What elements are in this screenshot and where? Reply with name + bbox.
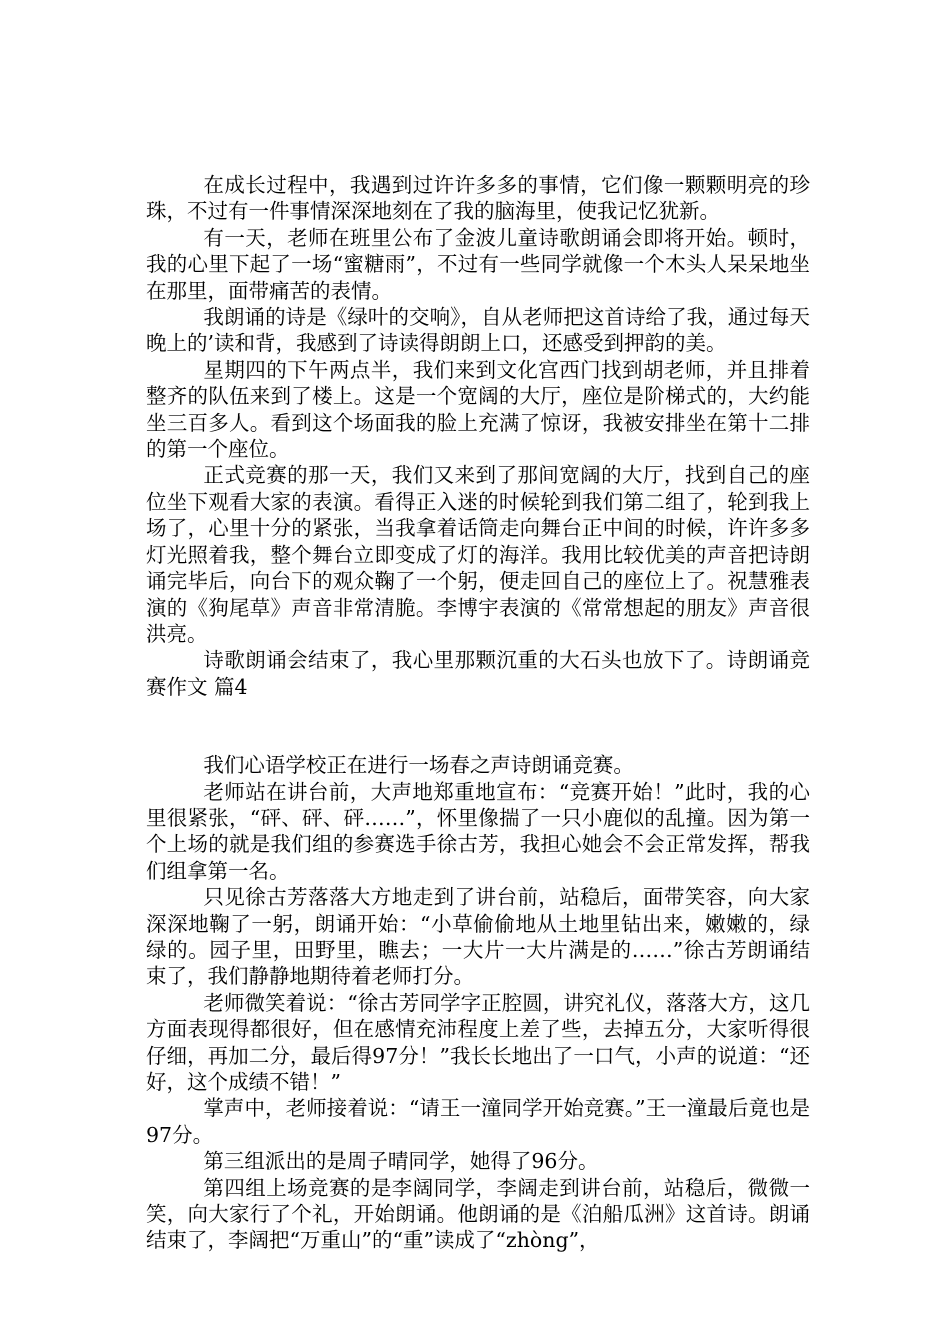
section-gap — [146, 700, 810, 752]
paragraph: 星期四的下午两点半，我们来到文化宫西门找到胡老师，并且排着整齐的队伍来到了楼上。这是一个宽阔的大厅，座位是阶梯式的，大约能坐三百多人。看到这个场面我的脸上充满了惊讶，我被安排坐在第十二排的第一个座位。 — [146, 357, 810, 462]
paragraph: 正式竞赛的那一天，我们又来到了那间宽阔的大厅，找到自己的座位坐下观看大家的表演。看得正入迷的时候轮到我们第二组了，轮到我上场了，心里十分的紧张，当我拿着话筒走向舞台正中间的时候，许许多多灯光照着我，整个舞台立即变成了灯的海洋。我用比较优美的声音把诗朗诵完毕后，向台下的观众鞠了一个躬，便走回自己的座位上了。祝慧雅表演的《狗尾草》声音非常清脆。李博宇表演的《常常想起的朋友》声音很洪亮。 — [146, 463, 810, 646]
document-body — [146, 172, 810, 1254]
paragraph: 老师站在讲台前，大声地郑重地宣布：“竞赛开始！”此时，我的心里很紧张，“砰、砰、砰……”，怀里像揣了一只小鹿似的乱撞。因为第一个上场的就是我们组的参赛选手徐古芳，我担心她会不会正常发挥，帮我们组拿第一名。 — [146, 779, 810, 883]
paragraph: 我朗诵的诗是《绿叶的交响》，自从老师把这首诗给了我，通过每天晚上的’读和背，我感到了诗读得朗朗上口，还感受到押韵的美。 — [146, 305, 810, 356]
paragraph: 有一天，老师在班里公布了金波儿童诗歌朗诵会即将开始。顿时，我的心里下起了一场“蜜糖雨”，不过有一些同学就像一个木头人呆呆地坐在那里，面带痛苦的表情。 — [146, 225, 810, 303]
paragraph-with-heading: 诗歌朗诵会结束了，我心里那颗沉重的大石头也放下了。诗朗诵竞赛作文 篇4 — [146, 648, 810, 699]
paragraph: 掌声中，老师接着说：“请王一潼同学开始竞赛。”王一潼最后竟也是97分。 — [146, 1096, 810, 1147]
paragraph: 老师微笑着说：“徐古芳同学字正腔圆，讲究礼仪，落落大方，这几方面表现得都很好，但在感情充沛程度上差了些，去掉五分，大家听得很仔细，再加二分，最后得97分！”我长长地出了一口气，小声的说道：“还好，这个成绩不错！” — [146, 990, 810, 1094]
paragraph: 第三组派出的是周子晴同学，她得了96分。 — [203, 1149, 599, 1174]
paragraph: 只见徐古芳落落大方地走到了讲台前，站稳后，面带笑容，向大家深深地鞠了一躬，朗诵开始：“小草偷偷地从土地里钻出来，嫩嫩的，绿绿的。园子里，田野里，瞧去；一大片一大片满是的……”徐古芳朗诵结束了，我们静静地期待着老师打分。 — [146, 885, 810, 989]
paragraph: 第四组上场竞赛的是李阔同学，李阔走到讲台前，站稳后，微微一笑，向大家行了个礼，开始朗诵。他朗诵的是《泊船瓜洲》这首诗。朗诵结束了，李阔把“万重山”的“重”读成了“zhòng”， — [146, 1175, 810, 1253]
paragraph: 在成长过程中，我遇到过许许多多的事情，它们像一颗颗明亮的珍珠，不过有一件事情深深地刻在了我的脑海里，使我记忆犹新。 — [146, 173, 810, 224]
paragraph: 我们心语学校正在进行一场春之声诗朗诵竞赛。 — [203, 753, 634, 778]
